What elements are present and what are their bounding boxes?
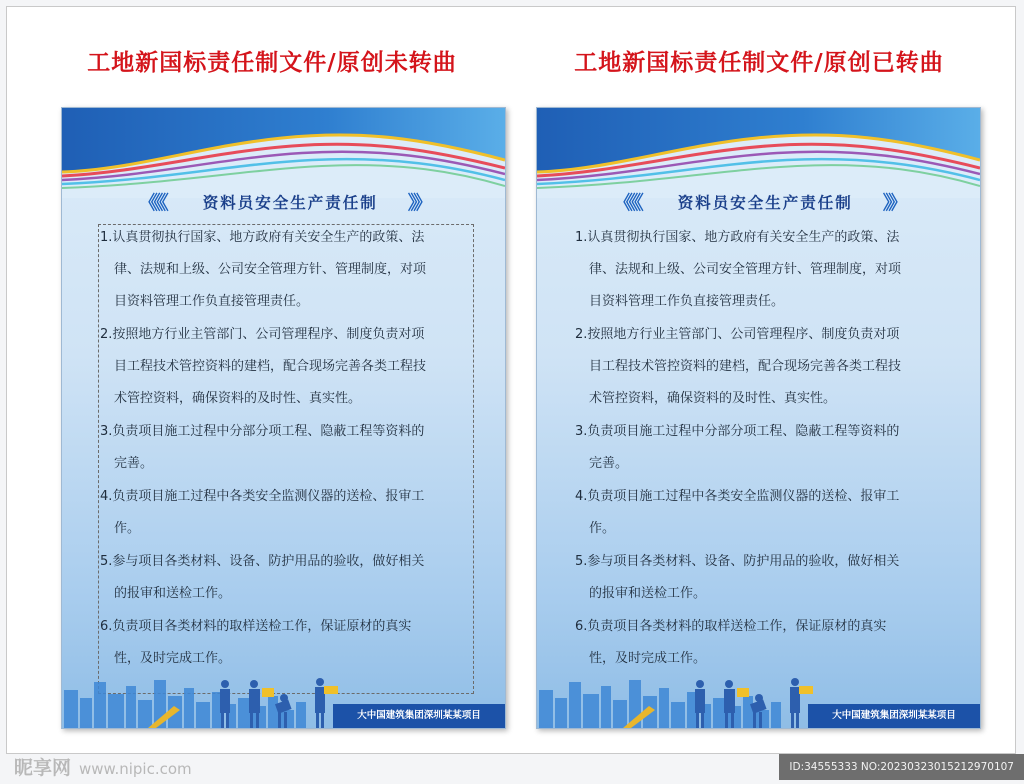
item-continuation-line: 性，及时完成工作。 bbox=[589, 651, 707, 666]
responsibility-item bbox=[575, 611, 953, 675]
item-first-line: 4.负责项目施工过程中各类安全监测仪器的送检、报审工 bbox=[575, 489, 900, 504]
poster-heading-text: 资料员安全生产责任制 bbox=[677, 193, 853, 212]
watermark-id-bar: ID:34555333 NO:20230323015212970107 bbox=[779, 754, 1024, 780]
item-continuation-line: 的报审和送检工作。 bbox=[114, 586, 232, 601]
item-first-line: 2.按照地方行业主管部门、公司管理程序、制度负责对项 bbox=[100, 327, 425, 342]
left-poster bbox=[61, 107, 506, 729]
item-continuation-line: 的报审和送检工作。 bbox=[589, 586, 707, 601]
item-first-line: 3.负责项目施工过程中分部分项工程、隐蔽工程等资料的 bbox=[575, 424, 900, 439]
item-first-line: 1.认真贯彻执行国家、地方政府有关安全生产的政策、法 bbox=[575, 230, 900, 245]
left-chevrons-icon: 《《《 bbox=[138, 192, 165, 214]
right-column-title: 工地新国标责任制文件/原创已转曲 bbox=[574, 50, 944, 76]
right-chevrons-icon: 》》 bbox=[882, 192, 904, 214]
item-continuation-line: 作。 bbox=[589, 521, 616, 536]
item-continuation-line: 术管控资料，确保资料的及时性、真实性。 bbox=[589, 391, 837, 406]
item-continuation-line: 完善。 bbox=[114, 456, 154, 471]
poster-footer-label: 大中国建筑集团深圳某某项目 bbox=[808, 704, 980, 728]
responsibility-item bbox=[575, 222, 953, 318]
header-wave-band bbox=[537, 108, 980, 198]
selection-box bbox=[98, 224, 474, 694]
item-continuation-line: 作。 bbox=[114, 521, 141, 536]
item-continuation-line: 术管控资料，确保资料的及时性、真实性。 bbox=[114, 391, 362, 406]
right-poster bbox=[536, 107, 981, 729]
item-first-line: 4.负责项目施工过程中各类安全监测仪器的送检、报审工 bbox=[100, 489, 425, 504]
poster-footer-label: 大中国建筑集团深圳某某项目 bbox=[333, 704, 505, 728]
item-first-line: 6.负责项目各类材料的取样送检工作，保证原材的真实 bbox=[100, 619, 412, 634]
responsibility-item bbox=[575, 481, 953, 545]
item-continuation-line: 目资料管理工作负直接管理责任。 bbox=[589, 294, 785, 309]
item-first-line: 6.负责项目各类材料的取样送检工作，保证原材的真实 bbox=[575, 619, 887, 634]
header-wave-band bbox=[62, 108, 505, 198]
item-continuation-line: 目工程技术管控资料的建档，配合现场完善各类工程技 bbox=[114, 359, 427, 374]
poster-heading-text: 资料员安全生产责任制 bbox=[202, 193, 378, 212]
watermark-brand bbox=[14, 753, 192, 783]
item-first-line: 3.负责项目施工过程中分部分项工程、隐蔽工程等资料的 bbox=[100, 424, 425, 439]
item-continuation-line: 完善。 bbox=[589, 456, 629, 471]
responsibility-item bbox=[575, 319, 953, 415]
responsibility-item bbox=[575, 416, 953, 480]
item-first-line: 5.参与项目各类材料、设备、防护用品的验收，做好相关 bbox=[575, 554, 900, 569]
watermark-site-text: www.nipic.com bbox=[79, 760, 192, 778]
item-first-line: 1.认真贯彻执行国家、地方政府有关安全生产的政策、法 bbox=[100, 230, 425, 245]
poster-heading bbox=[537, 188, 980, 215]
left-chevrons-icon: 《《《 bbox=[613, 192, 640, 214]
responsibility-item bbox=[575, 546, 953, 610]
item-continuation-line: 目资料管理工作负直接管理责任。 bbox=[114, 294, 310, 309]
watermark-brand-text: 昵享网 bbox=[14, 757, 72, 779]
item-first-line: 5.参与项目各类材料、设备、防护用品的验收，做好相关 bbox=[100, 554, 425, 569]
left-column-title: 工地新国标责任制文件/原创未转曲 bbox=[87, 50, 457, 76]
right-chevrons-icon: 》》 bbox=[407, 192, 429, 214]
item-first-line: 2.按照地方行业主管部门、公司管理程序、制度负责对项 bbox=[575, 327, 900, 342]
poster-heading bbox=[62, 188, 505, 215]
item-continuation-line: 性，及时完成工作。 bbox=[114, 651, 232, 666]
item-continuation-line: 律、法规和上级、公司安全管理方针、管理制度，对项 bbox=[589, 262, 902, 277]
responsibility-list bbox=[575, 222, 953, 676]
item-continuation-line: 目工程技术管控资料的建档，配合现场完善各类工程技 bbox=[589, 359, 902, 374]
item-continuation-line: 律、法规和上级、公司安全管理方针、管理制度，对项 bbox=[114, 262, 427, 277]
